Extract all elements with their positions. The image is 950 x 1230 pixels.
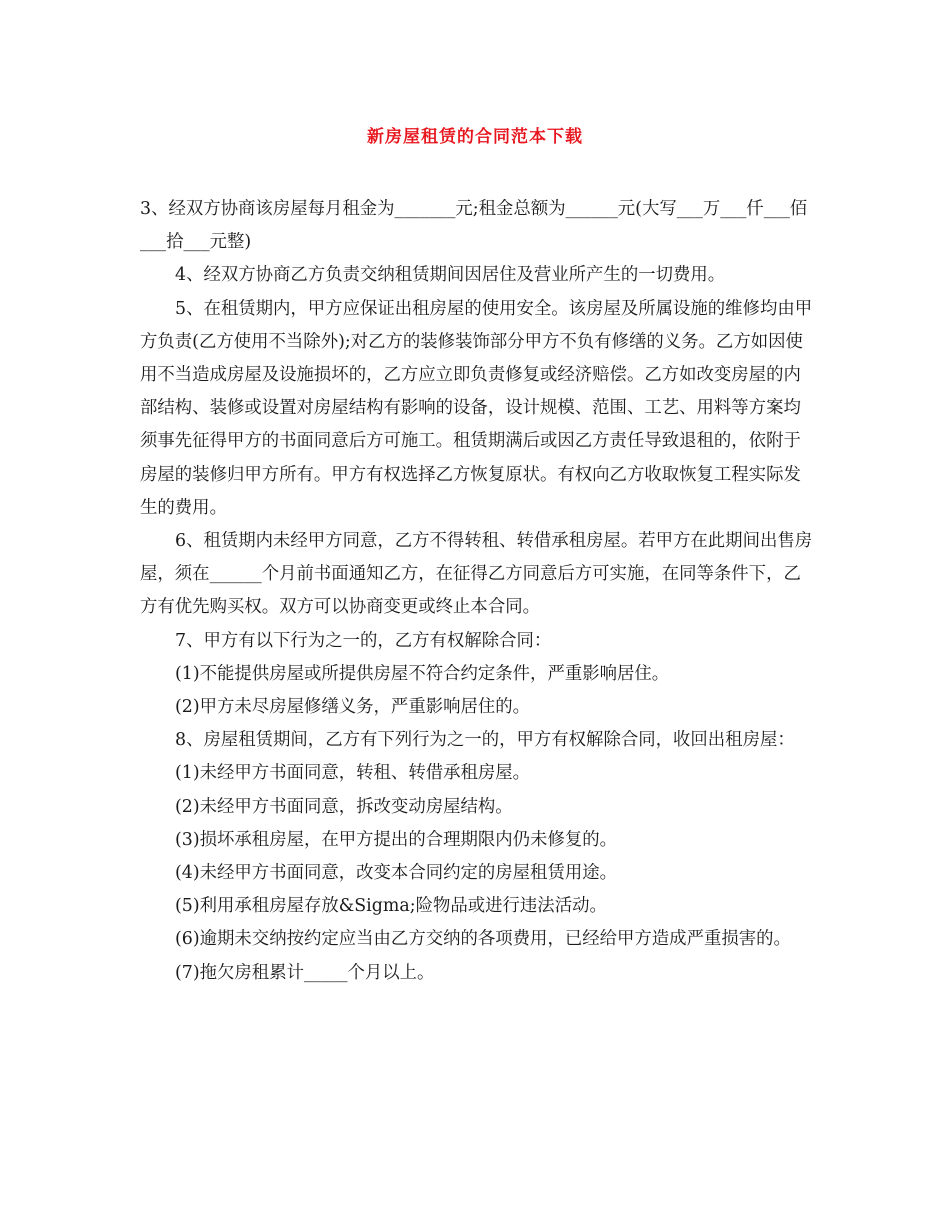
paragraph-maintenance: 5、在租赁期内，甲方应保证出租房屋的使用安全。该房屋及所属设施的维修均由甲方负责(乙方使用不当除外);对乙方的装修装饰部分甲方不负有修缮的义务。乙方如因使用不当造成房屋及设施损坏的，乙方应立即负责修复或经济赔偿。乙方如改变房屋的内部结构、装修或设置对房屋结构有影响的设备，设计规模、范围、工艺、用料等方案均须事先征得甲方的书面同意后方可施工。租赁期满后或因乙方责任导致退租的，依附于房屋的装修归甲方所有。甲方有权选择乙方恢复原状。有权向乙方收取恢复工程实际发生的费用。 — [140, 298, 813, 518]
list-item: (1)未经甲方书面同意，转租、转借承租房屋。 — [175, 763, 531, 784]
list-item: (6)逾期未交纳按约定应当由乙方交纳的各项费用，已经给甲方造成严重损害的。 — [175, 929, 791, 950]
list-item: (7)拖欠房租累计_____个月以上。 — [175, 962, 435, 983]
paragraph-rent-amount: 3、经双方协商该房屋每月租金为_______元;租金总额为______元(大写___万___仟___佰___拾___元整) — [140, 199, 808, 253]
paragraph-tenant-termination: 7、甲方有以下行为之一的，乙方有权解除合同： — [175, 630, 552, 651]
paragraph-sublease: 6、租赁期内未经甲方同意，乙方不得转租、转借承租房屋。若甲方在此期间出售房屋，须在______个月前书面通知乙方，在征得乙方同意后方可实施，在同等条件下，乙方有优先购买权。双方可以协商变更或终止本合同。 — [140, 531, 813, 618]
list-item: (1)不能提供房屋或所提供房屋不符合约定条件，严重影响居住。 — [175, 663, 670, 684]
list-item: (3)损坏承租房屋，在甲方提出的合理期限内仍未修复的。 — [175, 829, 618, 850]
list-item: (5)利用承租房屋存放&Sigma;险物品或进行违法活动。 — [175, 896, 607, 917]
list-item: (2)未经甲方书面同意，拆改变动房屋结构。 — [175, 796, 513, 817]
paragraph-fees: 4、经双方协商乙方负责交纳租赁期间因居住及营业所产生的一切费用。 — [175, 265, 726, 286]
document-body — [140, 193, 815, 990]
document-title: 新房屋租赁的合同范本下载 — [367, 127, 583, 147]
list-item: (4)未经甲方书面同意，改变本合同约定的房屋租赁用途。 — [175, 863, 618, 884]
list-item: (2)甲方未尽房屋修缮义务，严重影响居住的。 — [175, 697, 531, 718]
paragraph-landlord-termination: 8、房屋租赁期间，乙方有下列行为之一的，甲方有权解除合同，收回出租房屋： — [175, 730, 795, 751]
